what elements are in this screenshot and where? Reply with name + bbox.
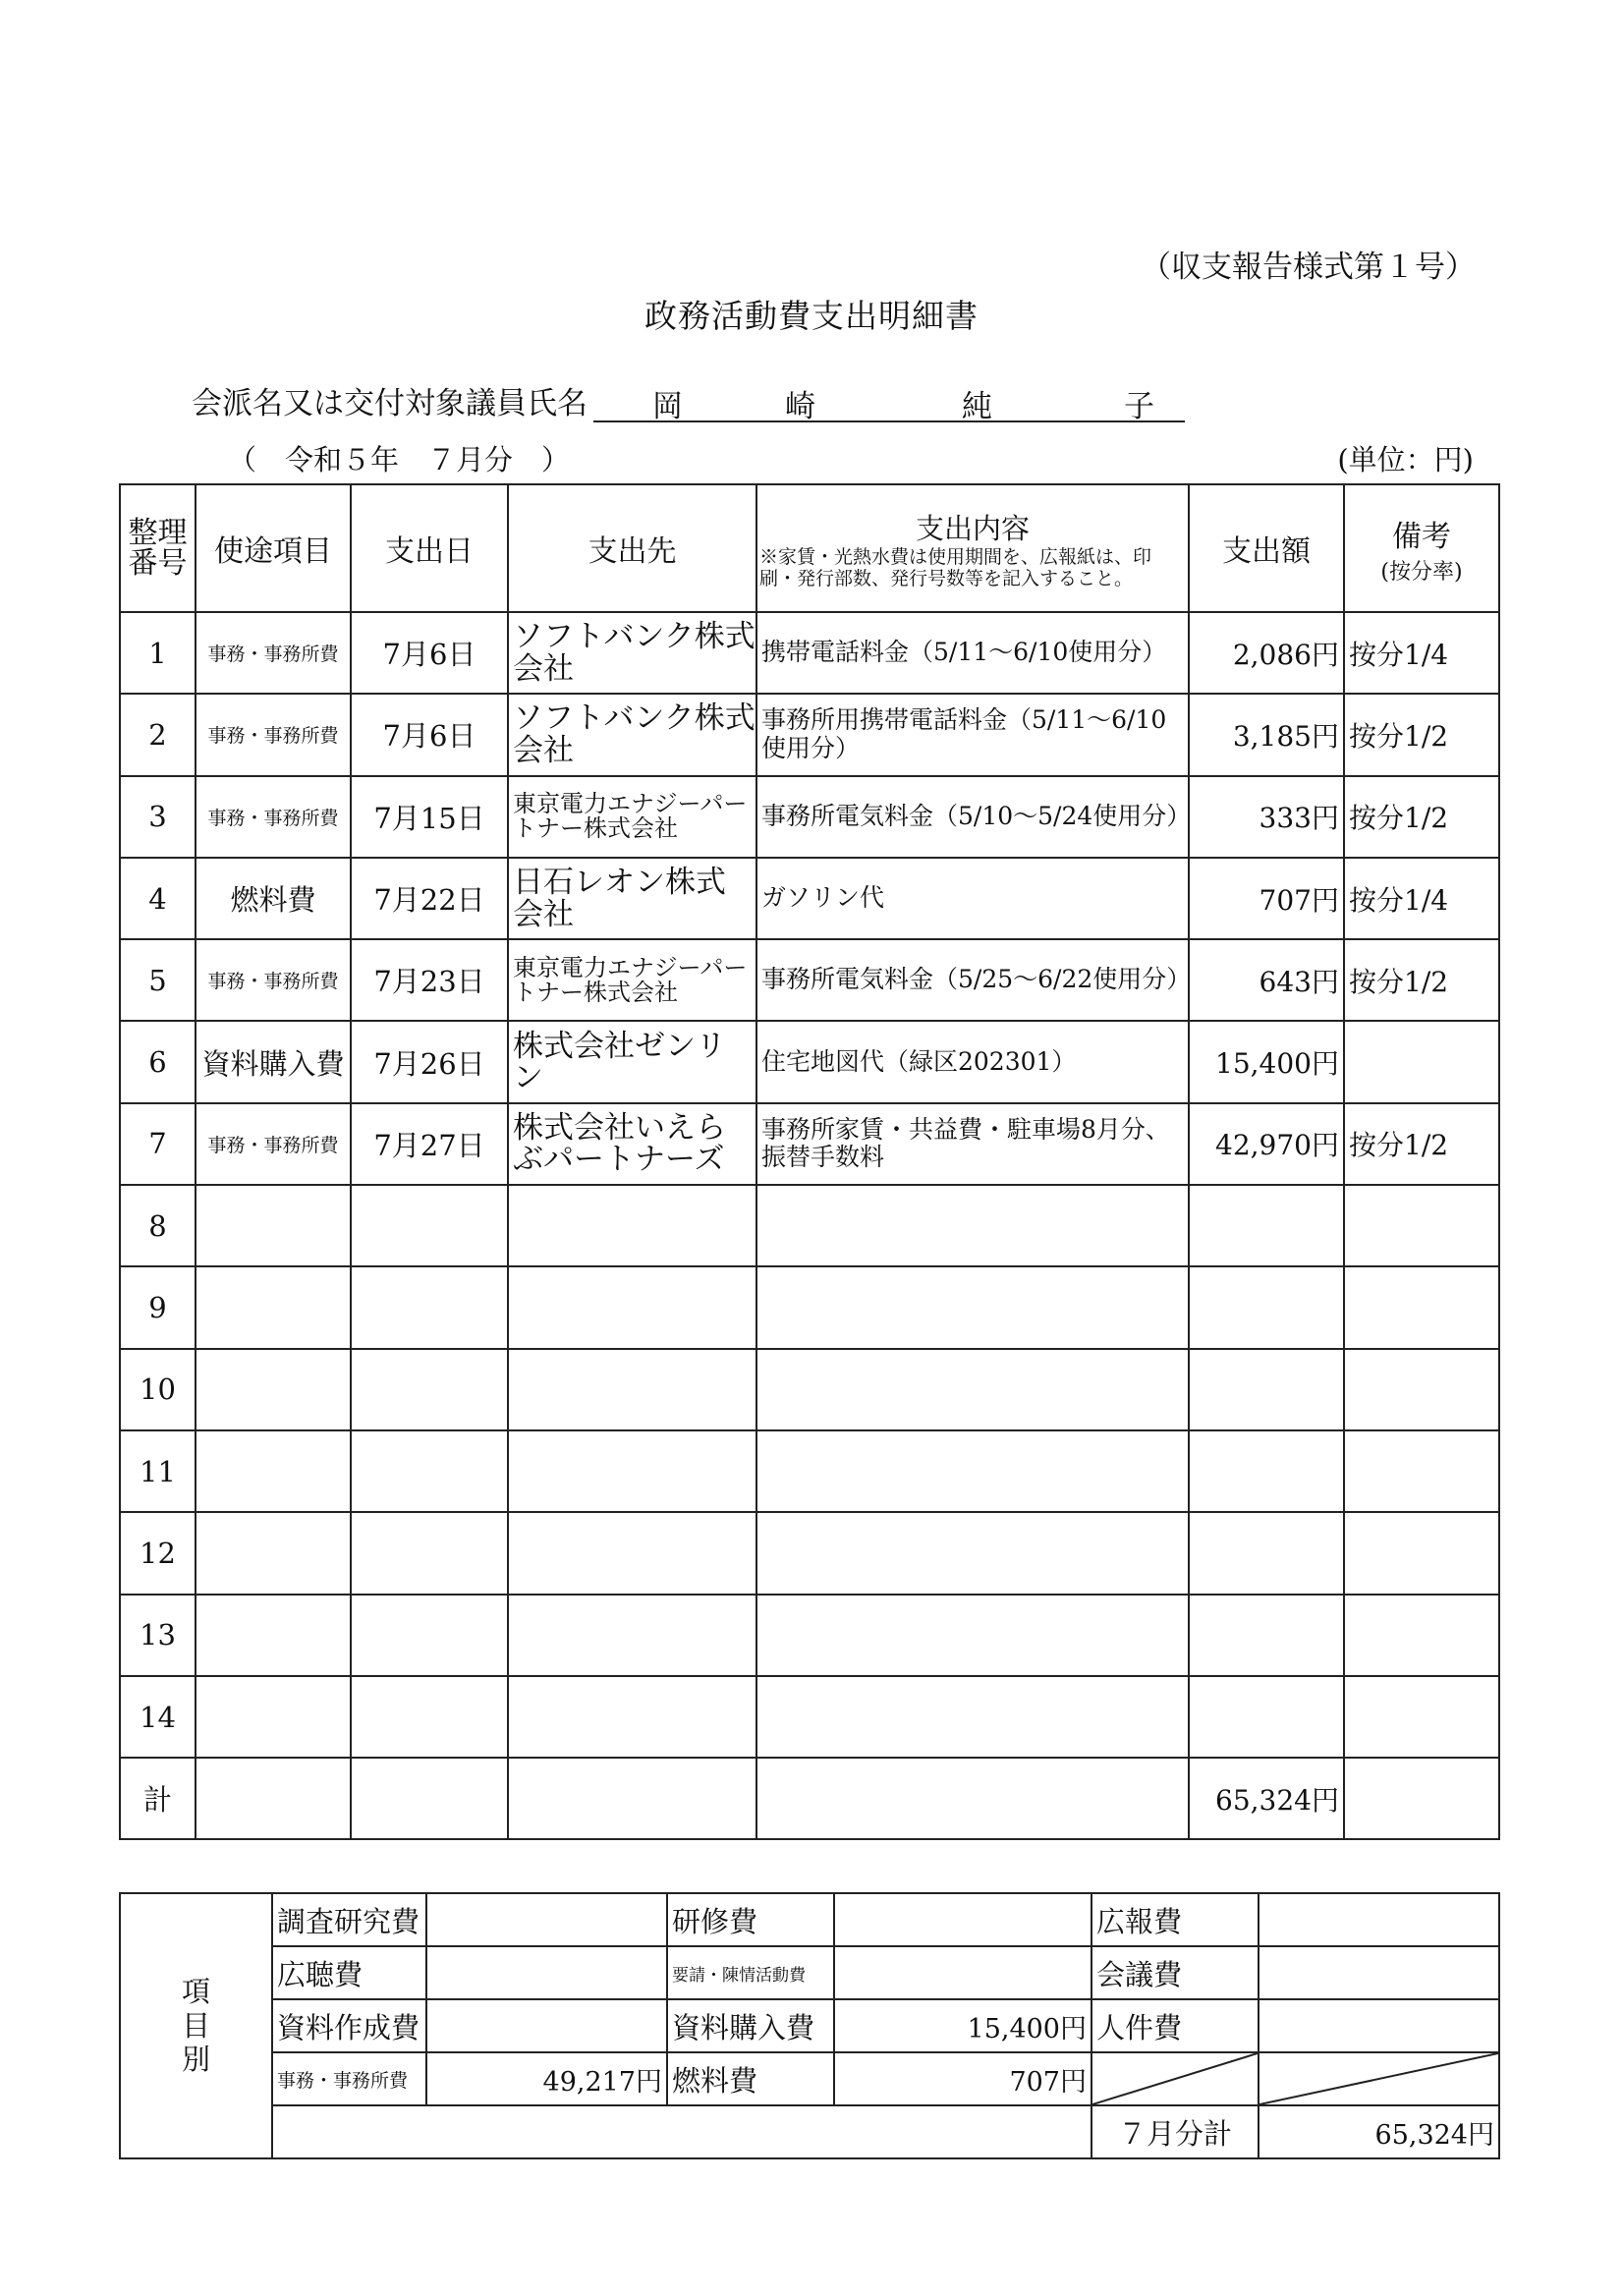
row-content: 事務所電気料金（5/25～6/22使用分） bbox=[756, 939, 1189, 1021]
row-purpose: 事務・事務所費 bbox=[196, 612, 351, 694]
row-amount bbox=[1189, 1676, 1344, 1758]
header-purpose: 使途項目 bbox=[196, 484, 351, 612]
row-payee bbox=[508, 1512, 756, 1594]
row-note bbox=[1344, 1185, 1499, 1266]
row-amount bbox=[1189, 1349, 1344, 1430]
research-label: 調査研究費 bbox=[272, 1893, 426, 1946]
row-number: 9 bbox=[120, 1266, 196, 1348]
month-total-label: ７月分計 bbox=[1091, 2105, 1259, 2158]
hearing-label: 広聴費 bbox=[272, 1946, 426, 1999]
row-purpose bbox=[196, 1185, 351, 1266]
row-amount: 333円 bbox=[1189, 776, 1344, 858]
total-row bbox=[120, 1758, 1499, 1839]
row-purpose: 事務・事務所費 bbox=[196, 694, 351, 775]
row-purpose: 事務・事務所費 bbox=[196, 1103, 351, 1185]
total-amount: 65,324円 bbox=[1189, 1758, 1344, 1839]
row-purpose: 事務・事務所費 bbox=[196, 776, 351, 858]
row-note bbox=[1344, 1430, 1499, 1512]
hearing-amount bbox=[426, 1946, 667, 1999]
member-name-char: 純 bbox=[962, 389, 992, 424]
table-row bbox=[120, 1185, 1499, 1266]
table-row bbox=[120, 858, 1499, 939]
row-payee: ソフトバンク株式会社 bbox=[508, 694, 756, 775]
row-payee bbox=[508, 1266, 756, 1348]
row-number: 2 bbox=[120, 694, 196, 775]
header-content bbox=[756, 484, 1189, 612]
row-amount: 15,400円 bbox=[1189, 1021, 1344, 1102]
row-purpose bbox=[196, 1595, 351, 1676]
row-number: 14 bbox=[120, 1676, 196, 1758]
form-label: （収支報告様式第１号） bbox=[1141, 250, 1476, 285]
row-number: 10 bbox=[120, 1349, 196, 1430]
category-summary-table bbox=[119, 1892, 1500, 2159]
table-row bbox=[120, 1430, 1499, 1512]
row-date: 7月22日 bbox=[351, 858, 508, 939]
member-name-row bbox=[192, 378, 1185, 422]
row-date: 7月6日 bbox=[351, 612, 508, 694]
row-note: 按分1/2 bbox=[1344, 1103, 1499, 1185]
row-content bbox=[756, 1595, 1189, 1676]
table-row bbox=[120, 612, 1499, 694]
row-content: 事務所家賃・共益費・駐車場8月分、振替手数料 bbox=[756, 1103, 1189, 1185]
row-note: 按分1/2 bbox=[1344, 939, 1499, 1021]
member-name-char: 子 bbox=[1124, 389, 1154, 424]
publicity-label: 広報費 bbox=[1091, 1893, 1259, 1946]
materials-purchase-label: 資料購入費 bbox=[667, 1999, 834, 2052]
table-row bbox=[120, 776, 1499, 858]
row-amount: 707円 bbox=[1189, 858, 1344, 939]
report-period: （ 令和５年 ７月分 ） bbox=[228, 443, 571, 476]
row-amount bbox=[1189, 1266, 1344, 1348]
row-payee: 東京電力エナジーパートナー株式会社 bbox=[508, 776, 756, 858]
row-content: 携帯電話料金（5/11～6/10使用分） bbox=[756, 612, 1189, 694]
row-content bbox=[756, 1430, 1189, 1512]
row-amount: 643円 bbox=[1189, 939, 1344, 1021]
row-content: ガソリン代 bbox=[756, 858, 1189, 939]
row-amount bbox=[1189, 1512, 1344, 1594]
row-note bbox=[1344, 1512, 1499, 1594]
row-purpose: 資料購入費 bbox=[196, 1021, 351, 1102]
row-amount bbox=[1189, 1430, 1344, 1512]
row-amount: 2,086円 bbox=[1189, 612, 1344, 694]
research-amount bbox=[426, 1893, 667, 1946]
publicity-amount bbox=[1259, 1893, 1499, 1946]
training-amount bbox=[834, 1893, 1091, 1946]
row-payee: 株式会社いえらぶパートナーズ bbox=[508, 1103, 756, 1185]
row-note: 按分1/4 bbox=[1344, 858, 1499, 939]
table-row bbox=[120, 1266, 1499, 1348]
row-purpose: 事務・事務所費 bbox=[196, 939, 351, 1021]
row-date bbox=[351, 1430, 508, 1512]
document-title: 政務活動費支出明細書 bbox=[644, 297, 979, 335]
materials-purchase-amount: 15,400円 bbox=[834, 1999, 1091, 2052]
row-payee bbox=[508, 1595, 756, 1676]
row-content: 事務所電気料金（5/10～5/24使用分） bbox=[756, 776, 1189, 858]
table-row bbox=[120, 1021, 1499, 1102]
row-note bbox=[1344, 1021, 1499, 1102]
row-purpose: 燃料費 bbox=[196, 858, 351, 939]
row-note bbox=[1344, 1595, 1499, 1676]
row-number: 1 bbox=[120, 612, 196, 694]
row-date: 7月6日 bbox=[351, 694, 508, 775]
meeting-label: 会議費 bbox=[1091, 1946, 1259, 1999]
row-payee bbox=[508, 1430, 756, 1512]
row-payee: 株式会社ゼンリン bbox=[508, 1021, 756, 1102]
row-note bbox=[1344, 1266, 1499, 1348]
row-date bbox=[351, 1349, 508, 1430]
row-number: 7 bbox=[120, 1103, 196, 1185]
diagonal-blank-cell bbox=[1091, 2052, 1259, 2105]
row-content bbox=[756, 1349, 1189, 1430]
table-row bbox=[120, 1512, 1499, 1594]
row-number: 13 bbox=[120, 1595, 196, 1676]
header-number: 整理 番号 bbox=[120, 484, 196, 612]
header-content-title: 支出内容 bbox=[915, 511, 1030, 545]
row-payee bbox=[508, 1185, 756, 1266]
fuel-label: 燃料費 bbox=[667, 2052, 834, 2105]
row-number: 8 bbox=[120, 1185, 196, 1266]
office-label: 事務・事務所費 bbox=[272, 2052, 426, 2105]
row-content: 事務所用携帯電話料金（5/11～6/10使用分） bbox=[756, 694, 1189, 775]
member-name-field bbox=[593, 381, 1185, 422]
row-amount: 42,970円 bbox=[1189, 1103, 1344, 1185]
table-row bbox=[120, 1595, 1499, 1676]
row-amount bbox=[1189, 1595, 1344, 1676]
row-note bbox=[1344, 1349, 1499, 1430]
member-name-char: 岡 bbox=[652, 389, 683, 424]
table-row bbox=[120, 1103, 1499, 1185]
table-row bbox=[120, 1676, 1499, 1758]
expense-table bbox=[119, 483, 1500, 1840]
row-note: 按分1/4 bbox=[1344, 612, 1499, 694]
training-label: 研修費 bbox=[667, 1893, 834, 1946]
row-payee: 日石レオン株式会社 bbox=[508, 858, 756, 939]
row-purpose bbox=[196, 1430, 351, 1512]
materials-creation-label: 資料作成費 bbox=[272, 1999, 426, 2052]
row-number: 4 bbox=[120, 858, 196, 939]
row-date: 7月26日 bbox=[351, 1021, 508, 1102]
row-content: 住宅地図代（緑区202301） bbox=[756, 1021, 1189, 1102]
unit-label: (単位：円) bbox=[1337, 443, 1474, 476]
header-payee: 支出先 bbox=[508, 484, 756, 612]
materials-creation-amount bbox=[426, 1999, 667, 2052]
row-note: 按分1/2 bbox=[1344, 694, 1499, 775]
row-purpose bbox=[196, 1676, 351, 1758]
personnel-label: 人件費 bbox=[1091, 1999, 1259, 2052]
total-label: 計 bbox=[120, 1758, 196, 1839]
row-content bbox=[756, 1185, 1189, 1266]
row-purpose bbox=[196, 1266, 351, 1348]
row-content bbox=[756, 1266, 1189, 1348]
row-amount bbox=[1189, 1185, 1344, 1266]
header-amount: 支出額 bbox=[1189, 484, 1344, 612]
office-amount: 49,217円 bbox=[426, 2052, 667, 2105]
row-number: 5 bbox=[120, 939, 196, 1021]
row-date: 7月15日 bbox=[351, 776, 508, 858]
meeting-amount bbox=[1259, 1946, 1499, 1999]
row-date bbox=[351, 1185, 508, 1266]
table-cell bbox=[351, 1758, 508, 1839]
row-date bbox=[351, 1266, 508, 1348]
table-cell bbox=[508, 1758, 756, 1839]
table-cell bbox=[196, 1758, 351, 1839]
row-payee: ソフトバンク株式会社 bbox=[508, 612, 756, 694]
member-name-label: 会派名又は交付対象議員氏名 bbox=[192, 386, 588, 421]
row-date: 7月23日 bbox=[351, 939, 508, 1021]
row-content bbox=[756, 1512, 1189, 1594]
section-label: 項 目 別 bbox=[120, 1893, 272, 2158]
row-note bbox=[1344, 1676, 1499, 1758]
petition-label: 要請・陳情活動費 bbox=[667, 1946, 834, 1999]
table-cell bbox=[1344, 1758, 1499, 1839]
row-number: 3 bbox=[120, 776, 196, 858]
row-payee bbox=[508, 1349, 756, 1430]
member-name-char: 崎 bbox=[785, 389, 815, 424]
petition-amount bbox=[834, 1946, 1091, 1999]
row-date bbox=[351, 1512, 508, 1594]
diagonal-blank-cell bbox=[1259, 2052, 1499, 2105]
row-note: 按分1/2 bbox=[1344, 776, 1499, 858]
header-date: 支出日 bbox=[351, 484, 508, 612]
header-note: 備考 (按分率) bbox=[1344, 484, 1499, 612]
row-date: 7月27日 bbox=[351, 1103, 508, 1185]
month-total-amount: 65,324円 bbox=[1259, 2105, 1499, 2158]
table-header-row bbox=[120, 484, 1499, 612]
row-content bbox=[756, 1676, 1189, 1758]
table-cell bbox=[756, 1758, 1189, 1839]
blank-cell bbox=[272, 2105, 1091, 2158]
row-amount: 3,185円 bbox=[1189, 694, 1344, 775]
row-purpose bbox=[196, 1512, 351, 1594]
personnel-amount bbox=[1259, 1999, 1499, 2052]
row-number: 12 bbox=[120, 1512, 196, 1594]
row-purpose bbox=[196, 1349, 351, 1430]
table-row bbox=[120, 939, 1499, 1021]
row-number: 6 bbox=[120, 1021, 196, 1102]
row-payee: 東京電力エナジーパートナー株式会社 bbox=[508, 939, 756, 1021]
row-number: 11 bbox=[120, 1430, 196, 1512]
header-content-note: ※家賃・光熱水費は使用期間を、広報紙は、印刷・発行部数、発行号数等を記入すること。 bbox=[759, 545, 1152, 589]
table-row bbox=[120, 1349, 1499, 1430]
table-row bbox=[120, 694, 1499, 775]
row-payee bbox=[508, 1676, 756, 1758]
row-date bbox=[351, 1595, 508, 1676]
row-date bbox=[351, 1676, 508, 1758]
fuel-amount: 707円 bbox=[834, 2052, 1091, 2105]
